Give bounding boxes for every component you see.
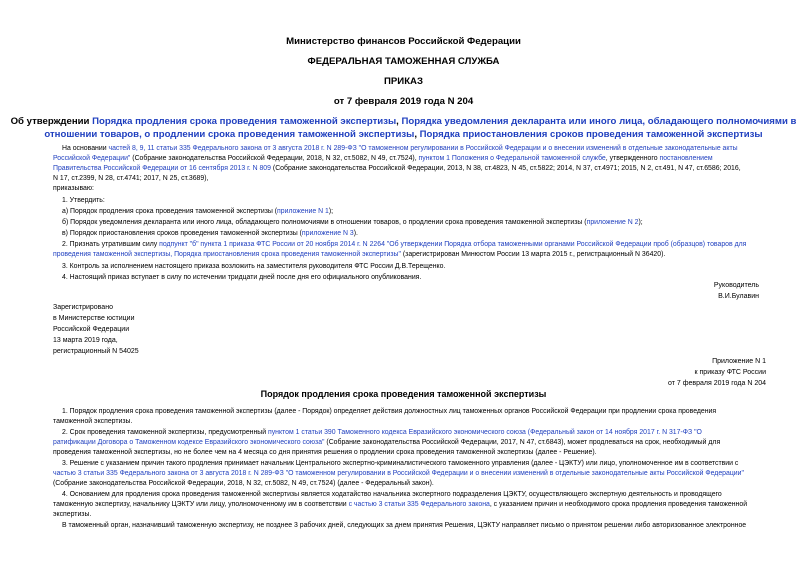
customs-code-link-cont[interactable]: ратификации Договора о Таможенном кодексе Евразийского экономического союза": [53, 439, 325, 446]
p3-line-3: (Собрание законодательства Российской Федерации, 2018, N 32, ст.5082, N 49, ст.7524) (далее - Федеральный закон).: [53, 480, 434, 487]
subject-link-1[interactable]: Порядка продления срока проведения таможенной экспертизы: [92, 116, 397, 127]
appendix-3-link[interactable]: приложение N 3: [301, 230, 354, 237]
federal-law-link[interactable]: частью 3 статьи 335 Федерального закона от 3 августа 2018 г. N 289-ФЗ "О таможенном регулировании в Российской Федерации и о внесении изменений в отдельные законодательные акты Российской Федерации": [53, 470, 744, 477]
p2-line-3: проведения таможенной экспертизы, но не более чем на 4 месяца со дня принятия решения о продлении срока проведения таможенной экспертизы (далее - Решение).: [53, 449, 597, 456]
p3-line-2: [53, 469, 744, 478]
appendix-title: Порядок продления срока проведения таможенной экспертизы: [260, 389, 547, 399]
federal-law-article-link[interactable]: с частью 3 статьи 335 Федерального закона: [348, 501, 490, 508]
p4-line-2: таможенную экспертизу, начальнику ЦЭКТУ или лицу, уполномоченному им в соответствии с частью 3 статьи 335 Федерального закона, с указанием причин и необходимого срока продления проведения таможенной: [53, 501, 748, 508]
item-2-line-2: проведения таможенной экспертизы, Порядка приостановления срока проведения таможенной экспертизы" (зарегистрирован Минюстом России 13 марта 2015 г., регистрационный N 36420).: [53, 251, 666, 258]
registration-line-3: Российской Федерации: [53, 326, 130, 333]
law-link[interactable]: частей 8, 9, 11 статьи 335 Федерального закона от 3 августа 2018 г. N 289-ФЗ "О таможенном регулировании в Российской Федерации и о внесении изменений в отдельные законодательные акты: [108, 145, 738, 152]
subject-line-1: Об утверждении Порядка продления срока проведения таможенной экспертизы, Порядка уведомления декларанта или иного лица, обладающего полномочиями в: [10, 116, 797, 127]
p1-line-2: таможенной экспертизы.: [53, 418, 133, 425]
subject-link-3[interactable]: Порядка приостановления сроков проведения таможенной экспертизы: [419, 129, 763, 140]
item-1b: б) Порядок уведомления декларанта или иного лица, обладающего полномочиями в отношении товаров, о продлении срока проведения таможенной экспертизы (приложение N 2);: [62, 219, 643, 226]
subject-link-2[interactable]: Порядка уведомления декларанта или иного лица, обладающего полномочиями в: [401, 116, 797, 127]
date-number-heading: от 7 февраля 2019 года N 204: [333, 96, 474, 107]
appendix-2-link[interactable]: приложение N 2: [586, 219, 639, 226]
subject-link-2-cont[interactable]: отношении товаров, о продлении срока проведения таможенной экспертизы: [44, 129, 415, 140]
repealed-order-link[interactable]: подпункт "б" пункта 1 приказа ФТС России от 20 ноября 2014 г. N 2264 "Об утверждении Порядка отбора таможенными органами Российской Федерации проб (образцов) товаров для: [159, 241, 747, 248]
repealed-order-link-cont[interactable]: проведения таможенной экспертизы, Порядка приостановления срока проведения таможенной экспертизы": [53, 251, 401, 258]
appendix-1-link[interactable]: приложение N 1: [277, 208, 329, 215]
item-2-line-1: 2. Признать утратившим силу подпункт "б" пункта 1 приказа ФТС России от 20 ноября 2014 г. N 2264 "Об утверждении Порядка отбора таможенными органами Российской Федерации проб (образцов) товаров для: [62, 241, 747, 248]
preamble-line-4: N 17, ст.2399, N 28, ст.4741; 2017, N 25, ст.3689),: [53, 175, 209, 182]
doc-type-heading: ПРИКАЗ: [384, 76, 423, 87]
fts-regulation-link[interactable]: пунктом 1 Положения о Федеральной таможенной службе: [418, 155, 606, 162]
preamble-line-1: На основании частей 8, 9, 11 статьи 335 Федерального закона от 3 августа 2018 г. N 289-ФЗ "О таможенном регулировании в Российской Федерации и о внесении изменений в отдельные законодательные акты: [62, 145, 738, 152]
p1-line-1: 1. Порядок продления срока проведения таможенной экспертизы (далее - Порядок) определяет действия должностных лиц таможенных органов Российской Федерации при продлении срока проведения: [62, 408, 717, 415]
appendix-line-1: Приложение N 1: [712, 358, 766, 365]
item-3: 3. Контроль за исполнением настоящего приказа возложить на заместителя руководителя ФТС России Д.В.Терещенко.: [62, 263, 446, 270]
resolution-link-cont[interactable]: Правительства Российской Федерации от 16 сентября 2013 г. N 809: [53, 165, 271, 172]
p4-line-1: 4. Основанием для продления срока проведения таможенной экспертизы является ходатайство начальника экспертного подразделения ЦЭКТУ, осуществляющего экспертную деятельность и проводящего: [62, 491, 722, 498]
item-1: 1. Утвердить:: [62, 197, 105, 204]
customs-code-link[interactable]: пунктом 1 статьи 390 Таможенного кодекса Евразийского экономического союза (Федеральный закон от 14 ноября 2017 г. N 317-ФЗ "О: [267, 429, 702, 436]
law-link-cont[interactable]: Российской Федерации": [53, 155, 131, 162]
preamble-line-2: Российской Федерации" (Собрание законодательства Российской Федерации, 2018, N 32, ст.5082, N 49, ст.7524), пунктом 1 Положения о Федеральной таможенной службе, утвержденного постановлением: [53, 155, 713, 162]
item-4: 4. Настоящий приказ вступает в силу по истечении тридцати дней после дня его официального опубликования.: [62, 274, 422, 281]
item-1a: а) Порядок продления срока проведения таможенной экспертизы (приложение N 1);: [62, 208, 334, 215]
registration-line-5: регистрационный N 54025: [53, 348, 139, 355]
registration-line-2: в Министерстве юстиции: [53, 315, 135, 322]
preamble-line-3: Правительства Российской Федерации от 16 сентября 2013 г. N 809 (Собрание законодательства Российской Федерации, 2013, N 38, ст.4823, N 45, ст.5822; 2014, N 37, ст.4971; 2015, N 2, ст.491, N 47, ст.6586; 2016,: [53, 165, 741, 172]
appendix-line-2: к приказу ФТС России: [694, 369, 766, 376]
signature-title: Руководитель: [713, 282, 759, 289]
appendix-line-3: от 7 февраля 2019 года N 204: [668, 380, 766, 387]
item-1v: в) Порядок приостановления сроков проведения таможенной экспертизы (приложение N 3).: [62, 230, 358, 237]
p2-line-2: ратификации Договора о Таможенном кодексе Евразийского экономического союза" (Собрание законодательства Российской Федерации, 2017, N 47, ст.6843), может продлеваться на срок, необходимый для: [53, 439, 721, 446]
p4-line-3: экспертизы.: [53, 511, 92, 518]
signature-name: В.И.Булавин: [718, 293, 759, 300]
service-heading: ФЕДЕРАЛЬНАЯ ТАМОЖЕННАЯ СЛУЖБА: [307, 56, 500, 67]
preamble-line-5: приказываю:: [53, 185, 94, 192]
p2-line-1: 2. Срок проведения таможенной экспертизы, предусмотренный пунктом 1 статьи 390 Таможенного кодекса Евразийского экономического союза (Федеральный закон от 14 ноября 2017 г. N 317-ФЗ "О: [62, 429, 702, 436]
resolution-link[interactable]: постановлением: [659, 155, 713, 162]
subject-line-2: отношении товаров, о продлении срока проведения таможенной экспертизы, Порядка приостановления сроков проведения таможенной экспертизы: [44, 129, 763, 140]
registration-line-1: Зарегистрировано: [53, 304, 113, 311]
ministry-heading: Министерство финансов Российской Федерации: [286, 36, 521, 47]
registration-line-4: 13 марта 2019 года,: [53, 337, 118, 344]
p5-line-1: В таможенный орган, назначивший таможенную экспертизу, не позднее 3 рабочих дней, следующих за днем принятия Решения, ЦЭКТУ направляет письмо о принятом решении либо авторизованное электронное: [62, 522, 747, 529]
p3-line-1: 3. Решение с указанием причин такого продления принимает начальник Центрального экспертно-криминалистического таможенного управления (далее - ЦЭКТУ) или лицо, уполномоченное им в соответствии с: [62, 460, 739, 467]
